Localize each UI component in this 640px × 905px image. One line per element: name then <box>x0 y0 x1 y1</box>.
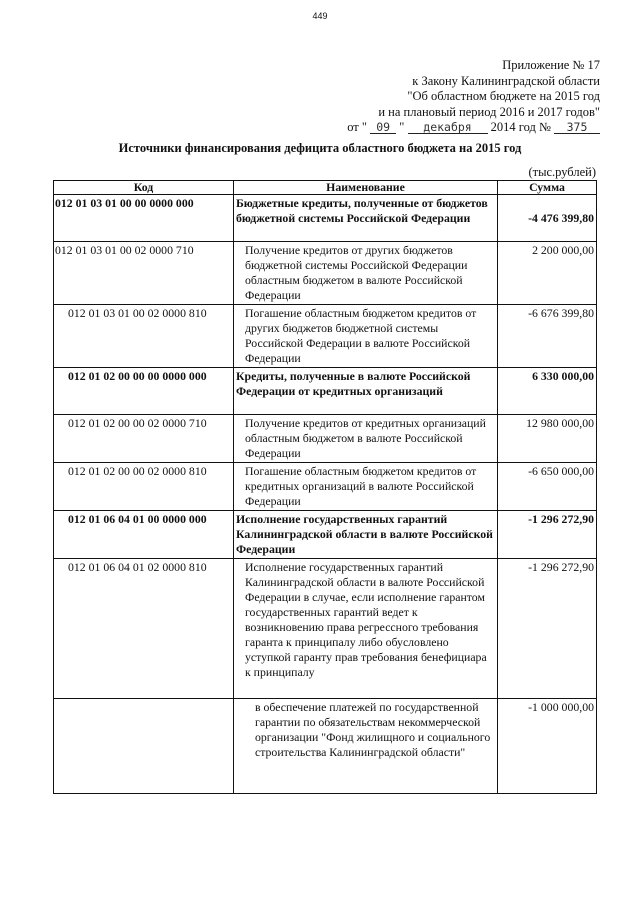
row-name: Получение кредитов от кредитных организаций областным бюджетом в валюте Российской Федерации <box>234 415 498 463</box>
row-amount: -4 476 399,80 <box>498 195 597 242</box>
law-month: декабря <box>408 121 488 134</box>
row-name: в обеспечение платежей по государственной гарантии по обязательствам некоммерческой организации "Фонд жилищного и социального строительства Калининградской области" <box>234 699 498 794</box>
row-code: 012 01 02 00 00 02 0000 710 <box>54 415 234 463</box>
row-name: Кредиты, полученные в валюте Российской Федерации от кредитных организаций <box>234 368 498 415</box>
row-code: 012 01 02 00 00 00 0000 000 <box>54 368 234 415</box>
row-amount: 2 200 000,00 <box>498 242 597 305</box>
table-row <box>54 699 597 794</box>
row-code: 012 01 02 00 00 02 0000 810 <box>54 463 234 511</box>
law-day: 09 <box>370 121 396 134</box>
row-name: Исполнение государственных гарантий Калининградской области в валюте Российской Федерации в случае, если исполнение гарантом государственных гарантий ведет к возникновению права регрессного требования гаранта к принципалу либо обусловлено уступкой гаранту прав требования бенефициара к принципалу <box>234 559 498 699</box>
row-amount: -1 296 272,90 <box>498 511 597 559</box>
row-code: 012 01 03 01 00 02 0000 710 <box>54 242 234 305</box>
page-number: 449 <box>312 11 328 21</box>
row-name: Погашение областным бюджетом кредитов от кредитных организаций в валюте Российской Федерации <box>234 463 498 511</box>
table-header-row <box>54 181 597 195</box>
law-date-line <box>347 120 600 136</box>
row-name: Погашение областным бюджетом кредитов от других бюджетов бюджетной системы Российской Федерации в валюте Российской Федерации <box>234 305 498 368</box>
row-name: Исполнение государственных гарантий Калининградской области в валюте Российской Федерации <box>234 511 498 559</box>
annex-line-2: к Закону Калининградской области <box>412 73 600 88</box>
table-row <box>54 195 597 242</box>
table-row <box>54 368 597 415</box>
row-amount: -6 676 399,80 <box>498 305 597 368</box>
table-row <box>54 305 597 368</box>
row-amount: -6 650 000,00 <box>498 463 597 511</box>
column-header-code: Код <box>54 181 234 195</box>
row-amount: 12 980 000,00 <box>498 415 597 463</box>
law-annex-header <box>347 58 600 136</box>
table-row <box>54 242 597 305</box>
column-header-name: Наименование <box>234 181 498 195</box>
table-row <box>54 559 597 699</box>
financing-sources-table <box>53 180 597 794</box>
column-header-amount: Сумма <box>498 181 597 195</box>
date-prefix: от <box>347 120 359 134</box>
table-row <box>54 463 597 511</box>
row-code: 012 01 03 01 00 00 0000 000 <box>54 195 234 242</box>
table-row <box>54 511 597 559</box>
law-number: 375 <box>554 121 600 134</box>
row-amount: -1 296 272,90 <box>498 559 597 699</box>
day-open-quote: " <box>361 120 368 134</box>
row-amount: -1 000 000,00 <box>498 699 597 794</box>
annex-line-1: Приложение № 17 <box>502 58 600 72</box>
row-code: 012 01 03 01 00 02 0000 810 <box>54 305 234 368</box>
day-close-quote: " <box>399 120 405 134</box>
law-year-text: 2014 год № <box>490 120 551 134</box>
annex-line-3: "Об областном бюджете на 2015 год <box>407 89 600 103</box>
row-code <box>54 699 234 794</box>
units-label: (тыс.рублей) <box>528 165 596 179</box>
annex-line-4: и на плановый период 2016 и 2017 годов" <box>378 104 600 119</box>
document-title: Источники финансирования дефицита областного бюджета на 2015 год <box>118 141 522 155</box>
table-row <box>54 415 597 463</box>
row-code: 012 01 06 04 01 02 0000 810 <box>54 559 234 699</box>
row-amount: 6 330 000,00 <box>498 368 597 415</box>
row-code: 012 01 06 04 01 00 0000 000 <box>54 511 234 559</box>
row-name: Бюджетные кредиты, полученные от бюджетов бюджетной системы Российской Федерации <box>234 195 498 242</box>
row-name: Получение кредитов от других бюджетов бюджетной системы Российской Федерации областным бюджетом в валюте Российской Федерации <box>234 242 498 305</box>
